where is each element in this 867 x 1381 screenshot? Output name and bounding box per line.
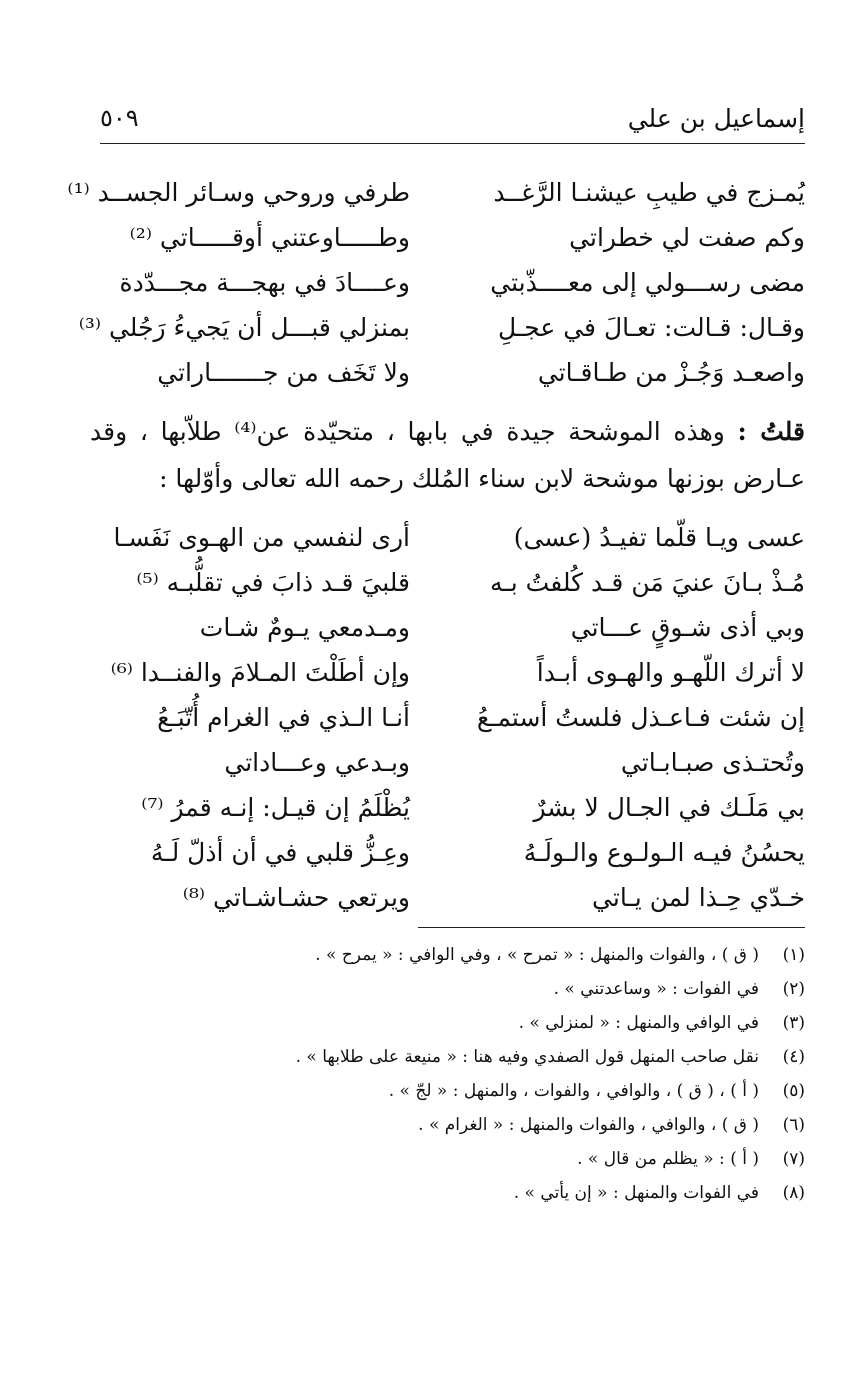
verse-left-hemistich: أنـا الـذي في الغرام أُتّبَـعُ [157,703,410,732]
footnote-number: (١) [782,945,805,965]
poem-block-2 [100,515,805,920]
footnote [100,1006,805,1040]
verse-line [100,740,805,785]
footnote [100,972,805,1006]
verse-left-hemistich: وبـدعي وعـــاداتي [224,748,410,777]
footnote-rule [418,927,805,928]
footnote-number: (٣) [782,1013,805,1033]
verse-right-hemistich: يُمـزج في طيبِ عيشنـا الرَّغــد [493,178,805,207]
verse-left-hemistich: ولا تَخَف من جـــــــاراتي [157,358,410,387]
verse-left-hemistich: طرفي وروحي وسـائر الجســد ⁽¹⁾ [67,178,410,207]
footnote [100,1176,805,1210]
footnote-text: ( أ ) ، ( ق ) ، والوافي ، والفوات ، والمنهل : « لجّ » . [388,1081,759,1101]
footnote-text: في الفوات والمنهل : « إن يأتي » . [513,1183,759,1203]
header-rule [100,143,805,144]
verse-left-hemistich: قلبيَ قـد ذابَ في تقلُّبـه ⁽⁵⁾ [136,568,410,597]
verse-right-hemistich: وتُحتـذى صبـابـاتي [620,748,805,777]
running-title: إسماعيل بن علي [627,104,805,133]
footnote-number: (٥) [782,1081,805,1101]
verse-line [78,305,805,350]
footnote-number: (٨) [782,1183,805,1203]
verse-line [100,605,805,650]
verse-line [100,875,805,920]
verse-right-hemistich: مُـذْ بـانَ عنيَ مَن قـد كُلفتُ بـه [490,568,805,597]
verse-left-hemistich: وعِـزُّ قلبي في أن أذلّ لَـهُ [150,838,410,867]
footnote-number: (٢) [782,979,805,999]
page-number: ٥٠٩ [100,104,139,132]
footnote [100,1040,805,1074]
footnote-text: ( أ ) : « يظلم من قال » . [577,1149,759,1169]
verse-right-hemistich: بي مَلَـك في الجـال لا بشرٌ [533,793,805,822]
verse-line [100,695,805,740]
footnote-number: (٦) [782,1115,805,1135]
footnote [100,1074,805,1108]
verse-right-hemistich: وكم صفت لي خطراتي [569,223,805,252]
prose-lead: قلتُ : [737,417,806,446]
verse-left-hemistich: يُظْلَمُ إن قيـل: إنـه قمرُ ⁽⁷⁾ [141,793,410,822]
verse-line [100,215,805,260]
verse-left-hemistich: وطـــــاوعتني أوقـــــاتي ⁽²⁾ [129,223,410,252]
verse-line [67,170,805,215]
footnote-text: نقل صاحب المنهل قول الصفدي وفيه هنا : « منيعة على طلابها » . [295,1047,759,1067]
footnote-number: (٧) [782,1149,805,1169]
page-header [100,98,805,138]
verse-line [100,560,805,605]
poem-block-1 [67,170,805,395]
verse-line [100,650,805,695]
verse-right-hemistich: وقـال: قـالت: تعـالَ في عجـلِ [497,313,805,342]
verse-left-hemistich: ومـدمعي يـومٌ شـات [199,613,410,642]
verse-right-hemistich: مضى رســـولي إلى معــــذّبتي [490,268,805,297]
verse-right-hemistich: إن شئت فـاعـذل فلستُ أستمـعُ [476,703,805,732]
verse-line [100,830,805,875]
verse-left-hemistich: وإن أطَلْتَ المـلامَ والفنــدا ⁽⁶⁾ [110,658,410,687]
prose-text: وهذه الموشحة جيدة في بابها ، متحيّدة عن⁽⁴⁾ طلاّبها ، وقد عـارض بوزنها موشحة لابن سناء المُلك رحمه الله تعالى وأوّلها : [90,417,805,493]
footnotes [100,938,805,1210]
verse-right-hemistich: يحسُنُ فيـه الـولـوع والـولَـهُ [523,838,805,867]
footnote [100,1108,805,1142]
verse-line [100,350,805,395]
footnote-text: في الفوات : « وساعدتني » . [553,979,759,999]
verse-left-hemistich: أرى لنفسي من الهـوى نَفَسـا [113,523,410,552]
verse-line [100,260,805,305]
verse-right-hemistich: عسى ويـا قلّما تفيـدُ (عسى) [513,523,805,552]
verse-left-hemistich: ويرتعي حشـاشـاتي ⁽⁸⁾ [182,883,410,912]
verse-left-hemistich: وعــــادَ في بهجـــة مجـــدّدة [119,268,410,297]
footnote-text: في الوافي والمنهل : « لمنزلي » . [518,1013,759,1033]
verse-line [100,785,805,830]
footnote-text: ( ق ) ، والوافي ، والفوات والمنهل : « الغرام » . [418,1115,759,1135]
footnote [100,938,805,972]
verse-right-hemistich: وبي أذى شـوقٍ عـــاتي [570,613,805,642]
verse-right-hemistich: لا أترك اللّهـو والهـوى أبـداً [536,658,805,687]
verse-right-hemistich: خـدّي حِـذا لمن يـاتي [592,883,805,912]
verse-left-hemistich: بمنزلي قبـــل أن يَجيءُ رَجُلي ⁽³⁾ [78,313,410,342]
footnote-number: (٤) [782,1047,805,1067]
verse-line [100,515,805,560]
verse-right-hemistich: واصعـد وَجُـزْ من طـاقـاتي [537,358,805,387]
footnote-text: ( ق ) ، والفوات والمنهل : « تمرح » ، وفي الوافي : « يمرح » . [315,945,759,965]
footnote [100,1142,805,1176]
prose-paragraph [90,408,805,502]
